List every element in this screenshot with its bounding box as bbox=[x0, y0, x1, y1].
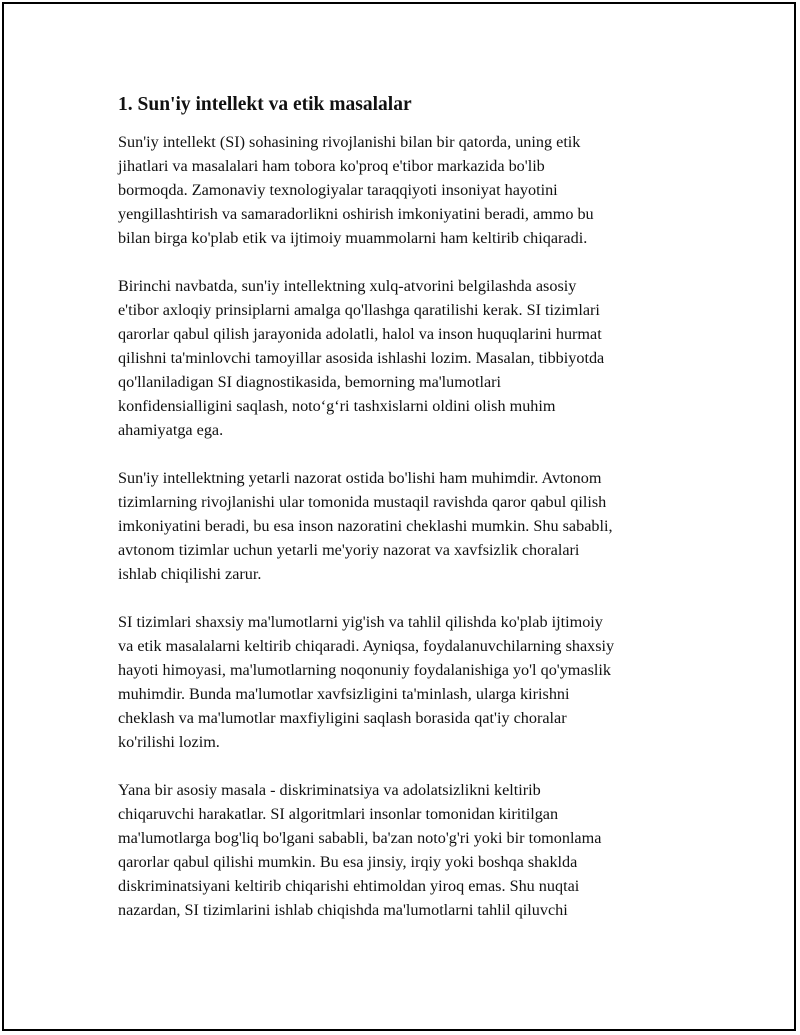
document-body bbox=[118, 92, 678, 946]
paragraph-4 bbox=[118, 610, 678, 754]
text-line: SI tizimlari shaxsiy ma'lumotlarni yig'ish va tahlil qilishda ko'plab ijtimoiy bbox=[118, 613, 603, 631]
text-line: qarorlar qabul qilishi mumkin. Bu esa jinsiy, irqiy yoki boshqa shaklda bbox=[118, 853, 578, 871]
section-title: 1. Sun'iy intellekt va etik masalalar bbox=[118, 94, 412, 115]
text-line: ishlab chiqilishi zarur. bbox=[118, 565, 262, 583]
text-line: qo'llaniladigan SI diagnostikasida, bemorning ma'lumotlari bbox=[118, 373, 502, 391]
text-line: bormoqda. Zamonaviy texnologiyalar taraqqiyoti insoniyat hayotini bbox=[118, 181, 558, 199]
text-line: Sun'iy intellekt (SI) sohasining rivojlanishi bilan bir qatorda, uning etik bbox=[118, 133, 581, 151]
text-line: ko'rilishi lozim. bbox=[118, 733, 220, 751]
text-line: cheklash va ma'lumotlar maxfiyligini saqlash borasida qat'iy choralar bbox=[118, 709, 567, 727]
text-line: diskriminatsiyani keltirib chiqarishi ehtimoldan yiroq emas. Shu nuqtai bbox=[118, 877, 580, 895]
text-line: hayoti himoyasi, ma'lumotlarning noqonuniy foydalanishiga yo'l qo'ymaslik bbox=[118, 661, 611, 679]
text-line: Birinchi navbatda, sun'iy intellektning xulq-atvorini belgilashda asosiy bbox=[118, 277, 577, 295]
text-line: muhimdir. Bunda ma'lumotlar xavfsizligini ta'minlash, ularga kirishni bbox=[118, 685, 570, 703]
text-line: yengillashtirish va samaradorlikni oshirish imkoniyatini beradi, ammo bu bbox=[118, 205, 594, 223]
text-line: jihatlari va masalalari ham tobora ko'proq e'tibor markazida bo'lib bbox=[118, 157, 545, 175]
text-line: tizimlarning rivojlanishi ular tomonida mustaqil ravishda qaror qabul qilish bbox=[118, 493, 607, 511]
text-line: qilishni ta'minlovchi tamoyillar asosida ishlashi lozim. Masalan, tibbiyotda bbox=[118, 349, 605, 367]
text-line: e'tibor axloqiy prinsiplarni amalga qo'llashga qaratilishi kerak. SI tizimlari bbox=[118, 301, 600, 319]
text-line: Sun'iy intellektning yetarli nazorat ostida bo'lishi ham muhimdir. Avtonom bbox=[118, 469, 602, 487]
paragraph-2 bbox=[118, 274, 678, 442]
text-line: Yana bir asosiy masala - diskriminatsiya va adolatsizlikni keltirib bbox=[118, 781, 541, 799]
text-line: ahamiyatga ega. bbox=[118, 421, 224, 439]
text-line: chiqaruvchi harakatlar. SI algoritmlari insonlar tomonidan kiritilgan bbox=[118, 805, 559, 823]
text-line: bilan birga ko'plab etik va ijtimoiy muammolarni ham keltirib chiqaradi. bbox=[118, 229, 588, 247]
text-line: imkoniyatini beradi, bu esa inson nazoratini cheklashi mumkin. Shu sababli, bbox=[118, 517, 613, 535]
text-line: qarorlar qabul qilish jarayonida adolatli, halol va inson huquqlarini hurmat bbox=[118, 325, 602, 343]
paragraph-1 bbox=[118, 130, 678, 250]
paragraph-5 bbox=[118, 778, 678, 922]
text-line: ma'lumotlarga bog'liq bo'lgani sababli, ba'zan noto'g'ri yoki bir tomonlama bbox=[118, 829, 602, 847]
paragraph-3 bbox=[118, 466, 678, 586]
text-line: va etik masalalarni keltirib chiqaradi. Ayniqsa, foydalanuvchilarning shaxsiy bbox=[118, 637, 615, 655]
text-line: avtonom tizimlar uchun yetarli me'yoriy nazorat va xavfsizlik choralari bbox=[118, 541, 580, 559]
text-line: nazardan, SI tizimlarini ishlab chiqishda ma'lumotlarni tahlil qiluvchi bbox=[118, 901, 568, 919]
text-line: konfidensialligini saqlash, notoʻgʻri tashxislarni oldini olish muhim bbox=[118, 397, 556, 415]
